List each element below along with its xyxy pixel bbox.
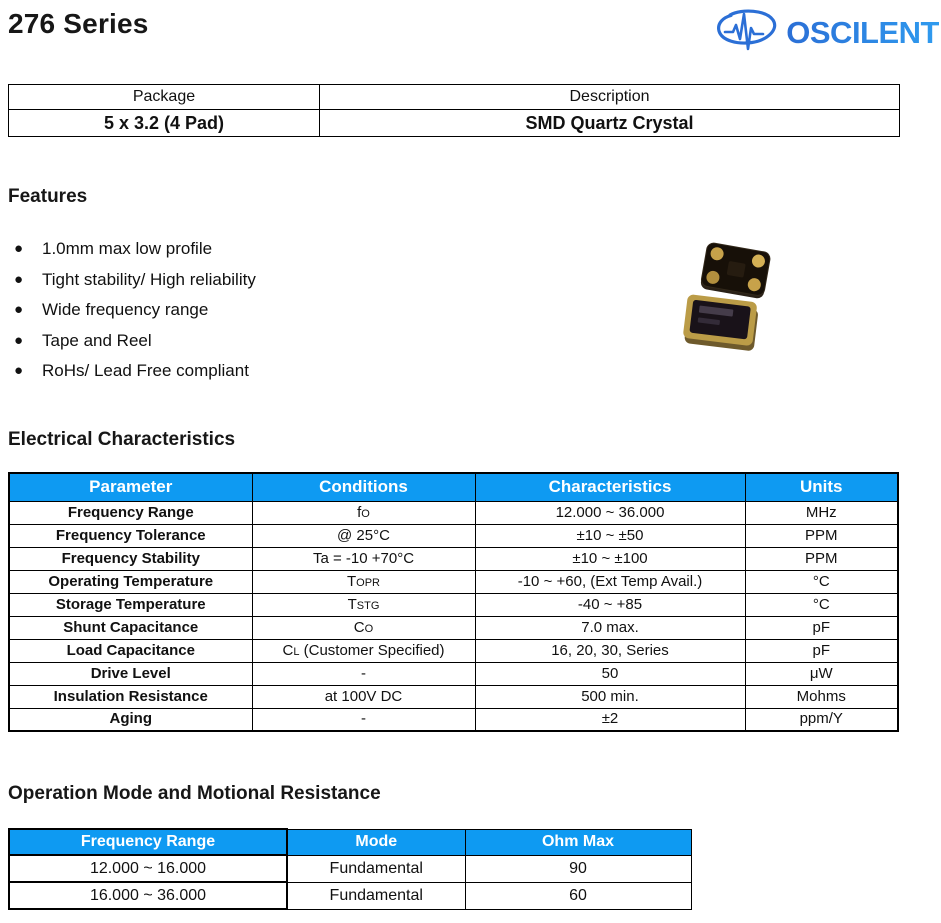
table-row — [9, 616, 898, 639]
column-header-conditions: Conditions — [252, 473, 475, 501]
parameter-cell: Drive Level — [9, 662, 252, 685]
parameter-cell: Load Capacitance — [9, 639, 252, 662]
characteristics-cell: ±10 ~ ±100 — [475, 547, 745, 570]
conditions-cell — [252, 593, 475, 616]
table-row — [9, 593, 898, 616]
crystal-package-image — [674, 238, 796, 359]
frequency-range-cell: 12.000 ~ 16.000 — [9, 855, 287, 882]
condition-text: - — [361, 664, 366, 682]
condition-text: @ 25°C — [337, 526, 390, 544]
conditions-cell — [252, 501, 475, 524]
units-cell: PPM — [745, 524, 898, 547]
column-header-parameter: Parameter — [9, 473, 252, 501]
list-item — [14, 265, 256, 296]
brand-name: OSCILENT — [786, 14, 939, 50]
column-header-mode: Mode — [287, 829, 465, 855]
features-heading: Features — [8, 186, 88, 207]
conditions-cell — [252, 570, 475, 593]
features-list — [14, 234, 256, 387]
table-row — [9, 501, 898, 524]
conditions-cell — [252, 662, 475, 685]
condition-subscript: L — [293, 645, 300, 658]
condition-subscript: O — [364, 622, 374, 635]
characteristics-cell: -10 ~ +60, (Ext Temp Avail.) — [475, 570, 745, 593]
characteristics-cell: 12.000 ~ 36.000 — [475, 501, 745, 524]
table-header-row — [9, 829, 691, 855]
parameter-cell: Aging — [9, 708, 252, 731]
condition-text: at 100V DC — [324, 687, 403, 705]
feature-text: 1.0mm max low profile — [42, 239, 213, 258]
column-header-frequency-range: Frequency Range — [9, 829, 287, 855]
list-item — [14, 295, 256, 326]
brand-logo — [710, 4, 939, 61]
condition-subscript: STG — [356, 599, 380, 612]
package-value: 5 x 3.2 (4 Pad) — [9, 110, 320, 137]
conditions-cell — [252, 547, 475, 570]
characteristics-cell: 7.0 max. — [475, 616, 745, 639]
parameter-cell: Insulation Resistance — [9, 685, 252, 708]
condition-text: f — [357, 503, 362, 521]
units-cell: PPM — [745, 547, 898, 570]
conditions-cell — [252, 616, 475, 639]
condition-text: Ta = -10 +70°C — [312, 549, 415, 567]
units-cell: Mohms — [745, 685, 898, 708]
conditions-cell — [252, 524, 475, 547]
table-row — [9, 547, 898, 570]
column-header-units: Units — [745, 473, 898, 501]
table-row — [9, 85, 900, 110]
description-column-header: Description — [320, 85, 900, 110]
frequency-range-cell: 16.000 ~ 36.000 — [9, 882, 287, 909]
operation-mode-table — [8, 828, 692, 910]
list-item — [14, 326, 256, 357]
condition-subscript: O — [361, 507, 370, 520]
parameter-cell: Shunt Capacitance — [9, 616, 252, 639]
parameter-cell: Frequency Stability — [9, 547, 252, 570]
condition-text: C — [353, 618, 365, 636]
bullet-icon: ● — [14, 331, 24, 349]
feature-text: Tape and Reel — [42, 330, 152, 350]
condition-text: C — [282, 641, 294, 659]
condition-subscript: OPR — [356, 576, 380, 589]
units-cell: MHz — [745, 501, 898, 524]
oscilent-waveform-icon — [710, 4, 784, 61]
condition-text: - — [361, 710, 366, 728]
page-title: 276 Series — [8, 8, 149, 39]
condition-text: (Customer Specified) — [299, 641, 445, 659]
bullet-icon: ● — [14, 270, 24, 288]
table-row — [9, 855, 691, 882]
electrical-characteristics-table — [8, 472, 899, 732]
parameter-cell: Storage Temperature — [9, 593, 252, 616]
characteristics-cell: ±10 ~ ±50 — [475, 524, 745, 547]
electrical-heading: Electrical Characteristics — [8, 429, 236, 450]
table-header-row — [9, 473, 898, 501]
table-row — [9, 524, 898, 547]
units-cell: pF — [745, 616, 898, 639]
table-row — [9, 708, 898, 731]
units-cell: °C — [745, 593, 898, 616]
bullet-icon: ● — [14, 240, 24, 257]
table-row — [9, 882, 691, 909]
feature-text: RoHs/ Lead Free compliant — [42, 361, 249, 380]
characteristics-cell: -40 ~ +85 — [475, 593, 745, 616]
bullet-icon: ● — [14, 362, 24, 379]
operation-mode-heading: Operation Mode and Motional Resistance — [8, 783, 381, 804]
table-row — [9, 110, 900, 137]
package-description-table — [8, 84, 900, 137]
description-value: SMD Quartz Crystal — [320, 110, 900, 137]
units-cell: °C — [745, 570, 898, 593]
feature-text: Wide frequency range — [42, 300, 209, 319]
table-row — [9, 685, 898, 708]
condition-text: T — [346, 572, 357, 590]
condition-text: T — [347, 595, 357, 613]
characteristics-cell: 500 min. — [475, 685, 745, 708]
characteristics-cell: ±2 — [475, 708, 745, 731]
parameter-cell: Operating Temperature — [9, 570, 252, 593]
conditions-cell — [252, 685, 475, 708]
package-column-header: Package — [9, 85, 320, 110]
column-header-ohm-max: Ohm Max — [465, 829, 691, 855]
ohm-max-cell: 60 — [465, 882, 691, 909]
mode-cell: Fundamental — [287, 855, 465, 882]
column-header-characteristics: Characteristics — [475, 473, 745, 501]
conditions-cell — [252, 639, 475, 662]
list-item — [14, 234, 256, 265]
bullet-icon: ● — [14, 301, 24, 318]
units-cell: μW — [745, 662, 898, 685]
feature-text: Tight stability/ High reliability — [42, 269, 256, 289]
ohm-max-cell: 90 — [465, 855, 691, 882]
table-row — [9, 662, 898, 685]
parameter-cell: Frequency Range — [9, 501, 252, 524]
table-row — [9, 570, 898, 593]
characteristics-cell: 16, 20, 30, Series — [475, 639, 745, 662]
units-cell: pF — [745, 639, 898, 662]
list-item — [14, 356, 256, 387]
parameter-cell: Frequency Tolerance — [9, 524, 252, 547]
table-row — [9, 639, 898, 662]
mode-cell: Fundamental — [287, 882, 465, 909]
characteristics-cell: 50 — [475, 662, 745, 685]
conditions-cell — [252, 708, 475, 731]
units-cell: ppm/Y — [745, 708, 898, 731]
